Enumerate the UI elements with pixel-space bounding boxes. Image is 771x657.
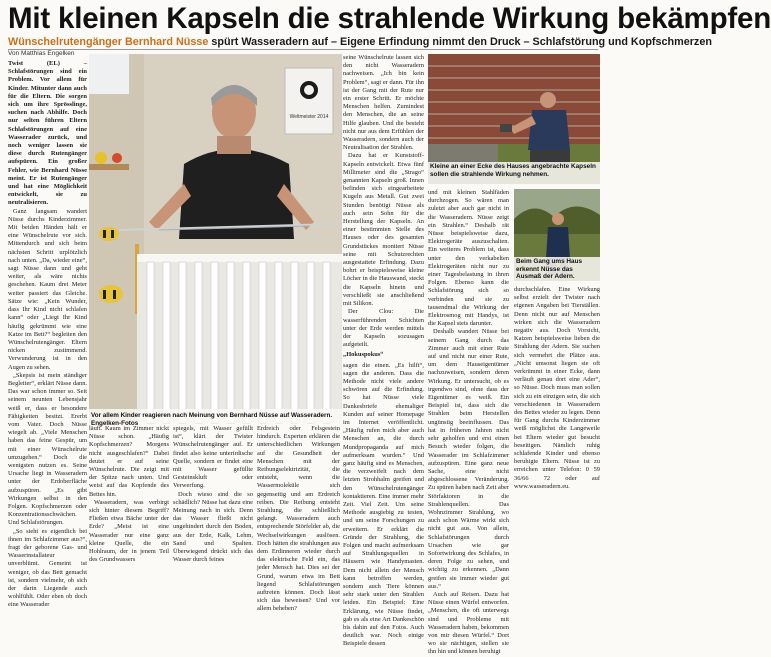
- body-paragraph: Doch wieso sind die so schädlich? Nüsse hat dazu eine Meinung nach in sich. Denn das Wasser fließt nicht ungehindert durch den Boden, aus der Erde, Kalk, Lehm, Sand und Spalten. Überwiegend drückt sich das Wasser durch feines: [173, 490, 253, 564]
- body-paragraph: Deshalb wandert Nüsse bei seinem Gang durch das Zimmer auch mit einer Rute auf und nicht nur einer Rute, um dem Hauseigentümer nachzuweisen, sondern deren Wirkung. Er untersucht, ob es irgendwo sind, ohne dass der Eigentümer es weiß. Ein Beispiel ist, dass sich die Strahlen beim Herstellen ungünstig beeinflussen. Das hat in früheren Jahren nicht sehr geholfen und erst einen Besuch wieder folgen, die Wasserader im Schlafzimmer aufzuspüren. Eine ganz neue Sache, eine nicht abgeschlossene Veränderung. Zu spüren haben nach Zeit aber Störfaktoren in die Strahlenquellen. Das Wohnzimmer Strahlung, wo auch schon Wärme wirkt sich nicht gut aus. Von allein, Schlafstörungen durch Ursachen wie gar Sofortwirkung des Schlafes, in deren Folge zu sehen, und wichtig zu erkennen. „Dann greifen sie immer wieder gut aus.“: [428, 328, 509, 590]
- main-photo-caption: [89, 409, 342, 427]
- text-column-1: [8, 60, 87, 609]
- text-column-3: [173, 425, 253, 564]
- lead-paragraph: Twist (EL) – Schlafstörungen sind ein Problem. Vor allem für Kinder. Mitunter dann auch für die Eltern. Die sorgen sich um ihre Sprösslinge, suchen nach Abhilfe. Doch nur selten führen Eltern Schlafstörungen auf eine Wasserader zurück, und noch weniger lassen sie diese durch Rutengänger aufspüren. Ein großer Fehler, wie Bernhard Nüsse meint. Er ist Rutengänger und hat eine Möglichkeit entwickelt, sie zu neutralisieren.: [8, 60, 87, 207]
- subheadline-rest: spürt Wasseradern auf – Eigene Erfindung nimmt den Druck – Schlafstörung und Kopfschmerzen: [208, 36, 712, 48]
- body-paragraph: spiegels, mit Wasser gefüllt ist“, klärt der Twister Wünschelrutengänger auf. Er findet also keine unterirdische Quelle, sondern er findet eine mit Wasser gefüllte Gesteinskluft oder Verwerfung.: [173, 425, 253, 490]
- poster-text: Weltmeister 2014: [289, 114, 329, 120]
- main-photo: [89, 54, 342, 427]
- headline-rule: [8, 49, 598, 50]
- body-paragraph: Wasseradern, was verbirgt sich hinter diesem Begriff? Fließen etwa Bäche unter der Erde? „Meist ist eine Wasserader nur eine ganz kleine Quelle, die ein Hohlraum, der in jenem Teil des Grundwassers: [89, 498, 169, 564]
- text-column-5: [343, 54, 424, 648]
- main-photo-illustration: [89, 54, 342, 423]
- garden-photo: [514, 189, 600, 281]
- text-column-7: [514, 286, 600, 490]
- garden-photo-caption: Beim Gang ums Haus erkennt Nüsse das Ausmaß der Adern.: [514, 257, 600, 281]
- subheadline: [8, 35, 712, 49]
- body-paragraph: sagen die einen. „Es hilft“, sagen die anderen. Dass die Methode nicht viele andere schwören auf die Erfindung. So hat Nüsse viele Dankesbriefe ehemaliger Kunden auf seiner Homepage im Internet veröffentlicht. „Häufig rufen mich aber auch Menschen an, die durch Mundpropaganda auf mich aufmerksam wurden.“ Und ganz häufig sind es Menschen, die verzweifelt nach dem letzten Strohhalm greifen und den Wünschelrutengänger kontaktieren. Eine immer mehr Zeit. Viel Zeit. Um seine Methode ausgiebig zu testen, und um seine Forschungen zu erweitern. Er erklärt die Gründe der Strahlung, die Folgen und macht aufmerksam auf Strahlungsquellen in Häusern wie Handymasten. Dem nicht allein der Mensch kann betroffen werden, sondern auch Tiere können sehr stark unter den Strahlen leiden. Ein Beispiel: Eine Erklärung, wie Nüsse findet, gab es als eine Art Dankeschön bis dahin auf den Fotos. Auch deutlich war. Noch einige Beispiele dessen: [343, 361, 424, 648]
- caption-text: Vor allem Kinder reagieren nach Meinung von Bernhard Nüsse auf Wasseradern.: [91, 412, 333, 419]
- body-paragraph: und mit kleinen Stahlfäden durchzogen. So wären man zuletzt aber auch gar nicht in die Wasseradern. Nüsse zeigt ein Strahlen.“ Deshalb rät Nüsse beispielsweise dazu, Elektrogeräte auszuschalten. Ein weiteres Problem ist, dass unter den verkabelten Elektrogeräten nicht nur zu einer Tagesbelastung in ihren Folgen. Ebenso kann die Schlafstörung sich so verbinden und sie zu tausendmal die Wirkung der Elektrosmog mit Handys, ist die Kapsel stets darunter.: [428, 189, 509, 328]
- body-paragraph: „So sieht es eigentlich bei ihnen im Schlafzimmer aus?“, fragt der geborene Gas- und Wasserinstallateur unverblümt. Gemeint ist weniger, ob das Bett gemacht ist, sondern vielmehr, ob sich der darin Liegende auch wohlfühlt. Oder eben ob doch eine Wasserader: [8, 527, 87, 609]
- body-paragraph: durchschlafen. Eine Wirkung selbst erzielt der Twister nach eigenen Angaben bei Tierställen. Denn nicht nur auf Menschen wirken sich die Wasseradern negativ aus. Doch Vorsicht, Katzen beispielsweise lieben die Strahlung der Adern. Sie suchen sich vermehrt die Plätze aus. „Nicht umsonst liegen sie oft verkrümmt in einer Ecke, dann verläuft genau dort eine Ader“, so Nüsse. Doch muss man sollen sich zu ein einzigen sein, die sich verschiedenen in Wasseradern des Bettes wieder zu legen. Denn für Gang durchs Kinderzimmer weiß möglichst die Langeweile bei Eltern wieder gut besucht beseitigen. Nämlich ruhig schlafende Kinder und ebenso beruhigte Eltern. Nüsse ist zu erreichen unter Telefon: 0 59 36/66 72 oder auf www.wasseradern.eu.: [514, 286, 600, 490]
- author-line: Von Matthias Engelken: [8, 50, 75, 57]
- body-paragraph: Der Clou: Die wasserführenden Schichten unter der Erde werden mittels der Kapseln sozusagen aufgeteilt.: [343, 308, 424, 349]
- text-column-4: [257, 425, 340, 613]
- text-column-2: [89, 425, 169, 564]
- subheadline-highlight: Wünschelrutengänger Bernhard Nüsse: [8, 36, 209, 48]
- headline: Mit kleinen Kapseln die strahlende Wirkung bekämpfen: [8, 2, 771, 35]
- capsule-photo-caption: Kleine an einer Ecke des Hauses angebrachte Kapseln sollen die strahlende Wirkung nehmen.: [428, 162, 600, 184]
- subheading: „Hokuspokus“: [343, 351, 384, 359]
- body-paragraph: läuft. Kaum im Zimmer nickt Nüsse schon. „Häufig Kopfschmerzen? Morgens nicht ausgeschlafen?“ Dabei deutet er auf seine Wünschelrute. Die zeigt mit der Spitze nach unten. Und weist auf das Kopfende des Bettes hin.: [89, 425, 169, 498]
- capsule-photo: [428, 54, 600, 184]
- body-paragraph: Erdreich oder Felsgestein hindurch. Experten erklären die unterschiedlichen Wirkungen auf die Gesundheit der Menschen mit der Reibungselektrizität, die entsteht, wenn die Wassermoleküle sich gegenseitig und am Erdreich reiben. Die Reibung entsteht Strahlung, die schließlich gelangt. Wasseradern auch entsprechende Störfelder ab, die Wechselwirkungen auslösen. Doch hätten die strahlungen aus dem Erdinneren wieder durch das elektrische Feld ein, das jeder Mensch hat. Dies sei der Grund, warum etwa im Bett liegend Schlafstörungen auftreten können. Doch lässt sich das beweisen? Und vor allem beheben?: [257, 425, 340, 613]
- body-paragraph: Ganz langsam wandert Nüsse durchs Kinderzimmer. Mit beiden Händen hält er eine Wünschelrute vor sich. Mittendurch und sich beim nächsten Schritt urplötzlich nach unten. „Da, wieder eine“, sagt Nüsse dann und geht weiter, als wäre nichts geschehen. Kaum drei Meter weiter passiert das Gleiche. Sätze wie: „Kein Wunder, dass Ihr Kind nicht schlafen kann“ oder „Liegt Ihr Kind häufig gekrümmt wie eine Katze im Bett?“ begleiten den Wünschelrutengänger. Eltern nicken zustimmend. Verwunderung ist in den Augen zu sehen.: [8, 207, 87, 371]
- body-paragraph: seine Wünschelrute lassen sich den nicht Wasseradern nachweisen. „Ich bin kein Problem“, sagt er dann. Für ihn ist der Gang mit der Rute nur ein erster Schritt. Er möchte Menschen helfen. Zumindest den Menschen, die an seine Hilfe glauben. Und die besteht nicht nur aus dem Erfühlen der Wasseradern, sondern auch der Neutralisation der Strahlen.: [343, 54, 424, 152]
- body-paragraph: „Skepsis ist mein ständiger Begleiter“, erklärt Nüsse dann. Das war schon immer so. Seit seinem neunten Lebensjahr weiß er, dass er besondere Fähigkeiten besitzt. Ererbt vom Vater. Doch Nüsse wiegelt ab. „Viele Menschen haben das feine Gespür, um mit einer Wünschelrute umzugehen.“ Doch die wenigsten nutzen es. Seine Ursache liegt in Wasseradern unter der Erdoberfläche aufzuspüren. „Es gibt Wirkungen selbst in den Folgen. Kopfschmerzen oder Konzentrationsschwächen. Und Schlafstörungen.: [8, 371, 87, 527]
- body-paragraph: Auch auf Reisen. Dazu hat Nüsse einen Würfel entworfen. „Menschen, die oft unterwegs sind und Probleme mit Wasseradern haben, bekommen von mir diesen Würfel.“ Dort wo sie nächtigen, stellen sie ihn hin und können beruhigt: [428, 590, 509, 656]
- photo-credit: Engelken-Fotos: [91, 419, 139, 427]
- text-column-6: [428, 189, 509, 656]
- body-paragraph: Dazu hat er Kunststoff-Kapseln entwickelt. Etwa fünf Millimeter sind die „Strago“ genannten Kapseln groß. Innen befinden sich eingearbeitete Kugeln aus Metall. Gut zwei Stunden benötigt Nüsse als auch sein Sohn für die Herstellung der Kapseln. An einer bestimmten Stelle des Hauses oder des gesamten Grundstückes montiert Nüsse seine mit Schutzrechten ausgestattete Erfindung. Dazu bohrt er beispielsweise kleine Löcher in die Hauswand, steckt die Kapseln hinein und verschließt sie anschließend mit Silikon.: [343, 152, 424, 308]
